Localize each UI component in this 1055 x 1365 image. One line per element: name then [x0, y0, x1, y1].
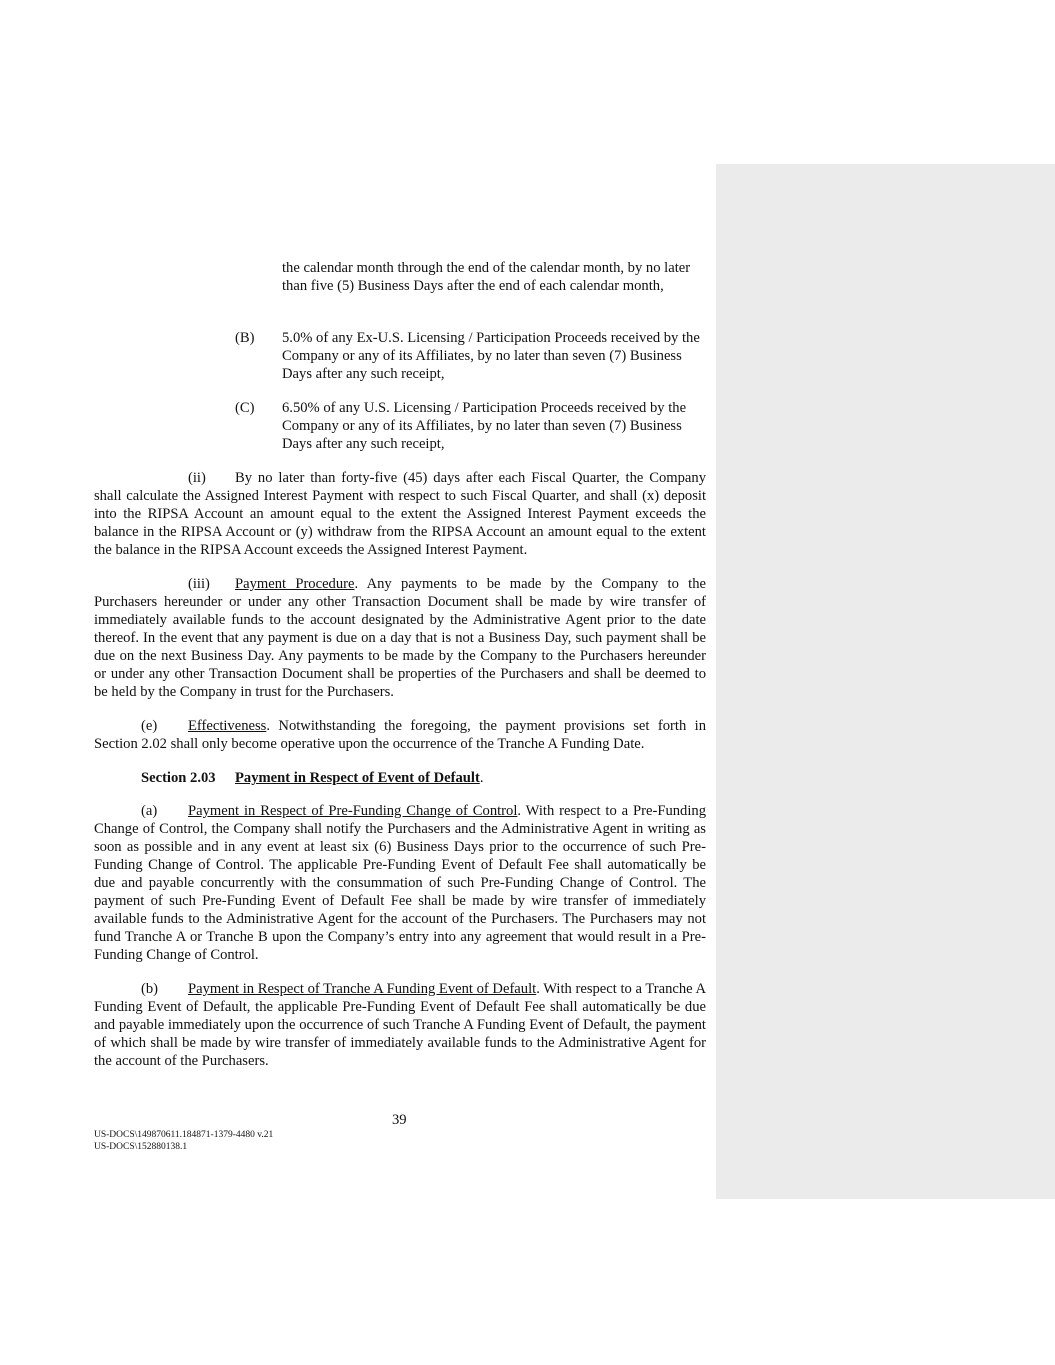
paragraph-heading: Payment in Respect of Tranche A Funding Event of Default — [188, 981, 537, 997]
sub-item-text: 6.50% of any U.S. Licensing / Participation Proceeds received by the Company or any of its Affiliates, by no later than seven (7) Business Days after any such receipt, — [282, 400, 687, 452]
sub-item-label: (C) — [235, 400, 255, 416]
paragraph-heading: Payment in Respect of Pre-Funding Change of Control — [188, 803, 518, 819]
footer-doc-id-1: US-DOCS\149870611.184871-1379-4480 v.21 — [94, 1130, 274, 1140]
paragraph-text: . With respect to a Pre-Funding Change of Control, the Company shall notify the Purchasers and the Administrative Agent in writing as soon as possible and in any event at least six (6) Business Days prior to the occurrence of such Pre-Funding Change of Control. The applicable Pre-Funding Event of Default Fee shall automatically be due and payable concurrently with the consummation of such Pre-Funding Change of Control. The payment of such Pre-Funding Event of Default Fee shall be made by wire transfer of immediately available funds to the Administrative Agent for the account of the Purchasers. The Purchasers may not fund Tranche A or Tranche B upon the Company’s entry into any agreement that would result in a Pre-Funding Change of Control. — [94, 803, 706, 963]
paragraph-iii — [94, 575, 706, 701]
paragraph-label: (iii) — [188, 576, 210, 592]
sub-item-c — [94, 399, 706, 453]
paragraph-a — [94, 802, 706, 964]
paragraph-text: By no later than forty-five (45) days after each Fiscal Quarter, the Company shall calculate the Assigned Interest Payment with respect to such Fiscal Quarter, and shall (x) deposit into the RIPSA Account an amount equal to the extent the Assigned Interest Payment exceeds the balance in the RIPSA Account or (y) withdraw from the RIPSA Account an amount equal to the extent the balance in the RIPSA Account exceeds the Assigned Interest Payment. — [94, 470, 706, 558]
paragraph-label: (b) — [141, 981, 159, 997]
paragraph-label: (a) — [141, 803, 158, 819]
paragraph-text: . Any payments to be made by the Company to the Purchasers hereunder or under any other Transaction Document shall be made by wire transfer of immediately available funds to the account designated by the Administrative Agent prior to the date thereof. In the event that any payment is due on a day that is not a Business Day, such payment shall be due on the next Business Day. Any payments to be made by the Company to the Purchasers hereunder or under any other Transaction Document shall be properties of the Purchasers and shall be deemed to be held by the Company in trust for the Purchasers. — [94, 576, 706, 700]
section-number: Section 2.03 — [141, 770, 216, 786]
section-title: Payment in Respect of Event of Default — [235, 770, 480, 786]
paragraph-heading: Payment Procedure — [235, 576, 355, 592]
sub-item-label: (B) — [235, 330, 255, 346]
footer-doc-id-2: US-DOCS\152880138.1 — [94, 1142, 188, 1152]
paragraph-heading: Effectiveness — [188, 718, 267, 734]
sub-item-b — [94, 329, 706, 383]
paragraph-text: . With respect to a Tranche A Funding Event of Default, the applicable Pre-Funding Event of Default Fee shall automatically be due and payable immediately upon the occurrence of such Tranche A Funding Event of Default, the payment of which shall be made by wire transfer of immediately available funds to the Administrative Agent for the account of the Purchasers. — [94, 981, 706, 1069]
continuation-text: the calendar month through the end of the calendar month, by no later than five (5) Business Days after the end of each calendar month, — [282, 260, 691, 294]
section-heading — [94, 769, 706, 787]
paragraph-ii — [94, 469, 706, 559]
comment-pane — [716, 164, 1055, 1199]
section-title-end: . — [479, 770, 484, 786]
paragraph-text: . Notwithstanding the foregoing, the payment provisions set forth in Section 2.02 shall only become operative upon the occurrence of the Tranche A Funding Date. — [94, 718, 706, 752]
paragraph-b — [94, 980, 706, 1070]
page-number: 39 — [392, 1112, 407, 1128]
sub-item-text: 5.0% of any Ex-U.S. Licensing / Participation Proceeds received by the Company or any of its Affiliates, by no later than seven (7) Business Days after any such receipt, — [282, 330, 700, 382]
paragraph-label: (ii) — [188, 470, 206, 486]
paragraph-e — [94, 717, 706, 753]
paragraph-label: (e) — [141, 718, 158, 734]
